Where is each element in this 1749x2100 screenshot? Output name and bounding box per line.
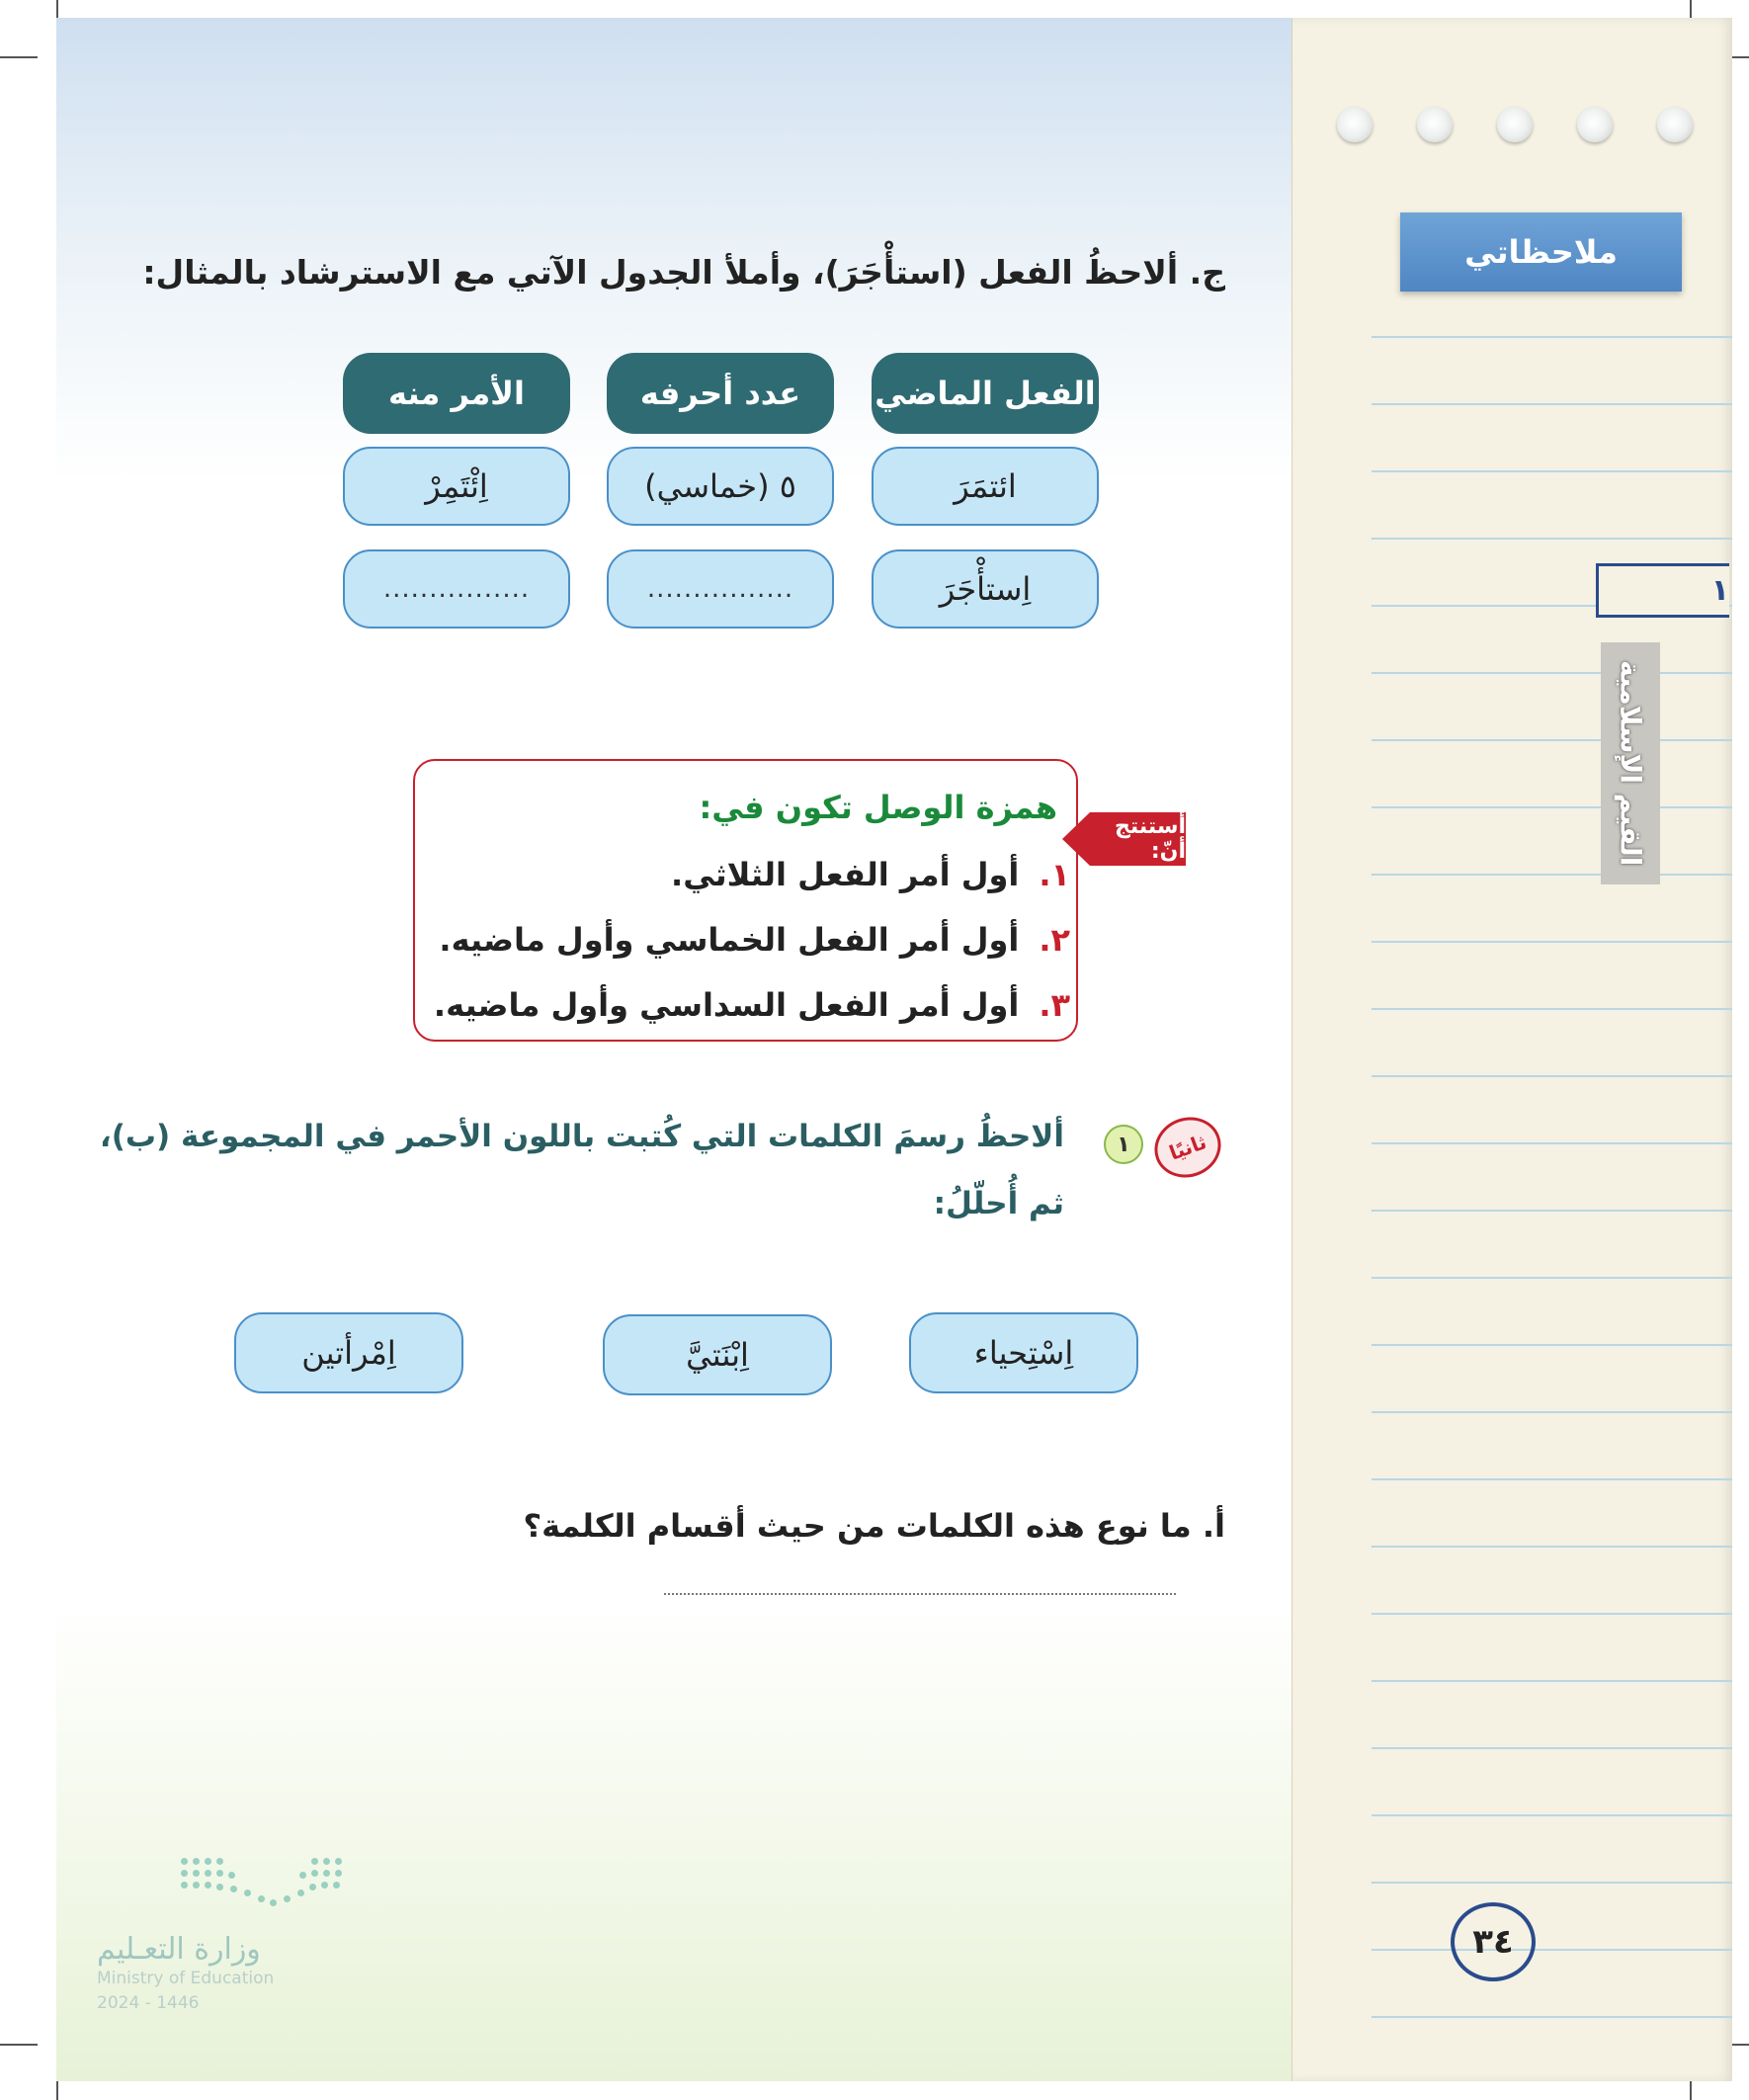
conclusion-item-text: أول أمر الفعل الخماسي وأول ماضيه.	[439, 921, 1020, 959]
word-pill: اِمْرأتين	[234, 1312, 463, 1393]
conclusion-item-number: ١.	[1039, 856, 1070, 893]
conclusion-item	[434, 986, 1070, 1024]
ministry-logo-icon	[181, 1858, 349, 1917]
conclusion-title: همزة الوصل تكون في:	[699, 789, 1057, 826]
unit-number-tab	[1596, 563, 1729, 618]
task-instruction-line1: ألاحظُ رسمَ الكلمات التي كُتبت باللون الأحمر في المجموعة (ب)،	[99, 1119, 1064, 1154]
crop-mark	[56, 2081, 58, 2100]
task-number: ١	[1104, 1125, 1143, 1164]
conclusion-tag	[1062, 812, 1186, 866]
conclusion-item	[439, 921, 1070, 959]
table-header-letter-count: عدد أحرفه	[607, 353, 834, 434]
section-two-badge: ثانيًا	[1146, 1108, 1229, 1187]
page-number-text: ٣٤	[1472, 1922, 1514, 1962]
conclusion-item-text: أول أمر الفعل الثلاثي.	[671, 856, 1020, 893]
notes-tab	[1400, 212, 1682, 292]
crop-mark	[56, 0, 58, 18]
conclusion-item-number: ٣.	[1039, 986, 1070, 1024]
word-pill: اِبْنَتيَّ	[603, 1314, 832, 1395]
notes-panel	[1291, 18, 1732, 2081]
conclusion-item-number: ٢.	[1039, 921, 1070, 959]
binder-hole	[1577, 107, 1613, 142]
crop-mark	[0, 56, 38, 58]
conclusion-tag-label: أستنتج أنّ:	[1090, 812, 1186, 866]
table-cell-past-verb: اِستأْجَرَ	[872, 549, 1099, 629]
answer-line[interactable]	[664, 1593, 1176, 1595]
binder-hole	[1417, 107, 1453, 142]
answer-blank-letter-count[interactable]: ................	[607, 549, 834, 629]
table-cell-letter-count: ٥ (خماسي)	[607, 447, 834, 526]
unit-number: ١	[1710, 573, 1729, 608]
ministry-year: 2024 - 1446	[97, 1993, 200, 2013]
answer-blank-imperative[interactable]: ................	[343, 549, 570, 629]
crop-mark	[0, 2044, 38, 2046]
question-a: أ. ما نوع هذه الكلمات من حيث أقسام الكلمة؟	[523, 1507, 1225, 1545]
unit-title-band	[1601, 642, 1660, 884]
conclusion-item-text: أول أمر الفعل السداسي وأول ماضيه.	[433, 986, 1020, 1024]
ministry-name-ar: وزارة التعـليم	[97, 1932, 261, 1967]
table-header-past-verb: الفعل الماضي	[872, 353, 1099, 434]
crop-mark	[1690, 2081, 1692, 2100]
ministry-name-en: Ministry of Education	[97, 1969, 275, 1988]
notes-tab-label: ملاحظاتي	[1464, 233, 1618, 271]
instruction-c: ج. ألاحظُ الفعل (استأْجَرَ)، وأملأ الجدول الآتي مع الاسترشاد بالمثال:	[142, 253, 1225, 292]
task-instruction-line2: ثم أُحلّلُ:	[933, 1186, 1064, 1221]
conclusion-item	[671, 856, 1070, 893]
binder-hole	[1497, 107, 1533, 142]
binder-hole	[1337, 107, 1373, 142]
word-pill: اِسْتِحياء	[909, 1312, 1138, 1393]
unit-title: القيم الإسلامية	[1614, 660, 1647, 867]
page-number	[1451, 1902, 1536, 1981]
table-header-imperative: الأمر منه	[343, 353, 570, 434]
table-cell-past-verb: ائتمَرَ	[872, 447, 1099, 526]
page-background	[56, 18, 1291, 2081]
crop-mark	[1690, 0, 1692, 18]
binder-hole	[1657, 107, 1693, 142]
table-cell-imperative: اِئْتَمِرْ	[343, 447, 570, 526]
